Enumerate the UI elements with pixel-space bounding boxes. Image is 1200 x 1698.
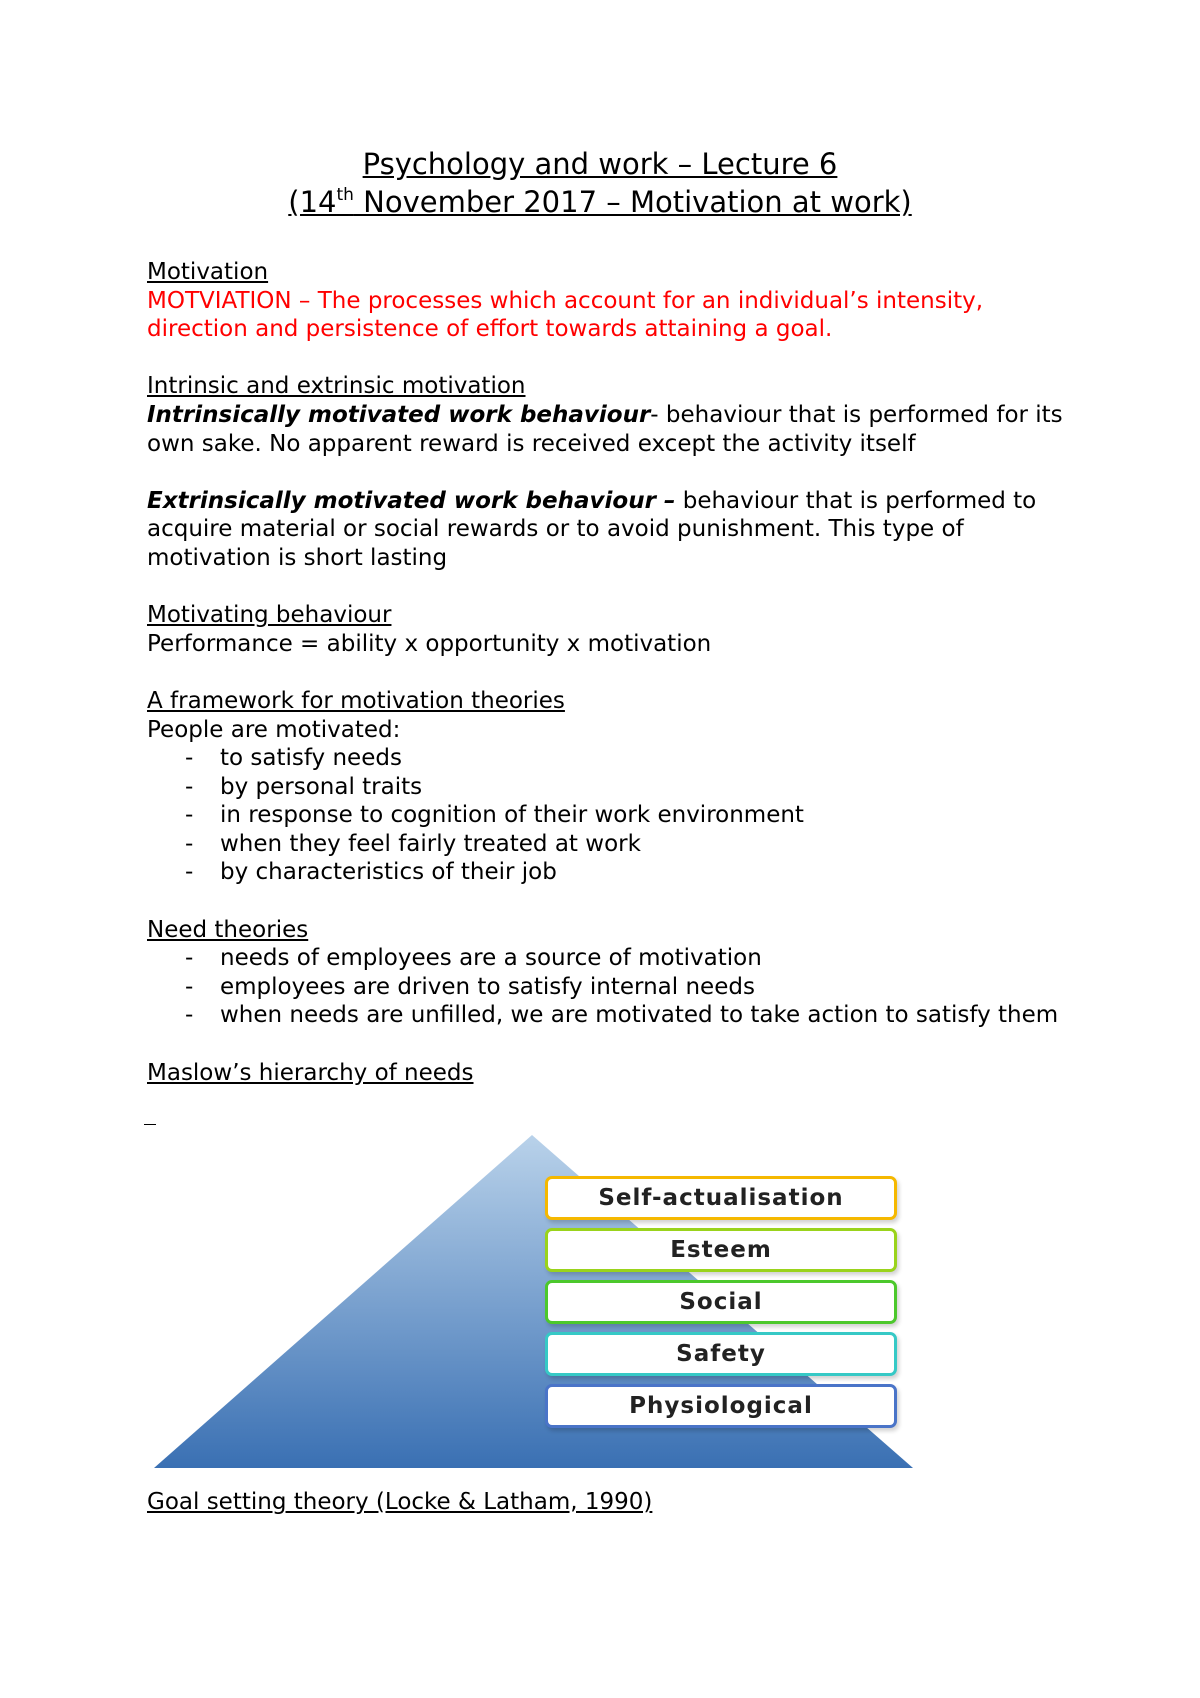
document-title [0, 145, 1200, 221]
goal-setting-heading: Goal setting theory (Locke & Latham, 1990) [147, 1489, 653, 1515]
intrinsic-term: Intrinsically motivated work behaviour [147, 401, 651, 428]
maslow-level-social: Social [545, 1280, 897, 1324]
framework-list [147, 744, 1077, 887]
framework-intro: People are motivated: [147, 716, 401, 743]
maslow-level-physiological: Physiological [545, 1384, 897, 1428]
list-item: - by personal traits [147, 773, 1077, 802]
list-item: - when they feel fairly treated at work [147, 830, 1077, 859]
title-line-2-prefix: (14 [288, 185, 337, 219]
extrinsic-term: Extrinsically motivated work behaviour – [147, 487, 676, 514]
list-item: - needs of employees are a source of motivation [147, 944, 1077, 973]
list-item: - when needs are unfilled, we are motivated to take action to satisfy them [147, 1001, 1077, 1030]
motivation-definition: MOTVIATION – The processes which account for an individual’s intensity, direction and persistence of effort towards attaining a goal. [147, 287, 984, 343]
extrinsic-text: behaviour that is performed to acquire material or social rewards or to avoid punishment. This type of motivation is short lasting [147, 487, 1037, 571]
title-line-2-suffix: November 2017 – Motivation at work) [353, 185, 912, 219]
title-line-1: Psychology and work – Lecture 6 [362, 147, 838, 181]
intrinsic-text: - behaviour that is performed for its own sake. No apparent reward is received except the activity itself [147, 401, 1063, 457]
need-theories-heading: Need theories [147, 916, 309, 943]
performance-formula: Performance = ability x opportunity x motivation [147, 630, 712, 657]
need-theories-list [147, 944, 1077, 1030]
list-item: - to satisfy needs [147, 744, 1077, 773]
maslow-level-safety: Safety [545, 1332, 897, 1376]
framework-heading: A framework for motivation theories [147, 687, 565, 714]
motivation-heading: Motivation [147, 259, 269, 285]
stray-underscore [144, 1124, 156, 1125]
intrinsic-paragraph [147, 401, 1077, 458]
list-item: - by characteristics of their job [147, 858, 1077, 887]
intrinsic-extrinsic-heading: Intrinsic and extrinsic motivation [147, 373, 526, 400]
maslow-level-esteem: Esteem [545, 1228, 897, 1272]
maslow-pyramid-diagram [150, 1135, 920, 1470]
title-superscript: th [336, 185, 354, 205]
document-body [147, 258, 1077, 1087]
maslow-level-self-actualisation: Self-actualisation [545, 1176, 897, 1220]
maslow-heading: Maslow’s hierarchy of needs [147, 1059, 474, 1086]
list-item: - in response to cognition of their work environment [147, 801, 1077, 830]
list-item: - employees are driven to satisfy internal needs [147, 973, 1077, 1002]
title-line-2 [0, 183, 1200, 221]
extrinsic-paragraph [147, 487, 1077, 573]
motivating-behaviour-heading: Motivating behaviour [147, 602, 392, 629]
